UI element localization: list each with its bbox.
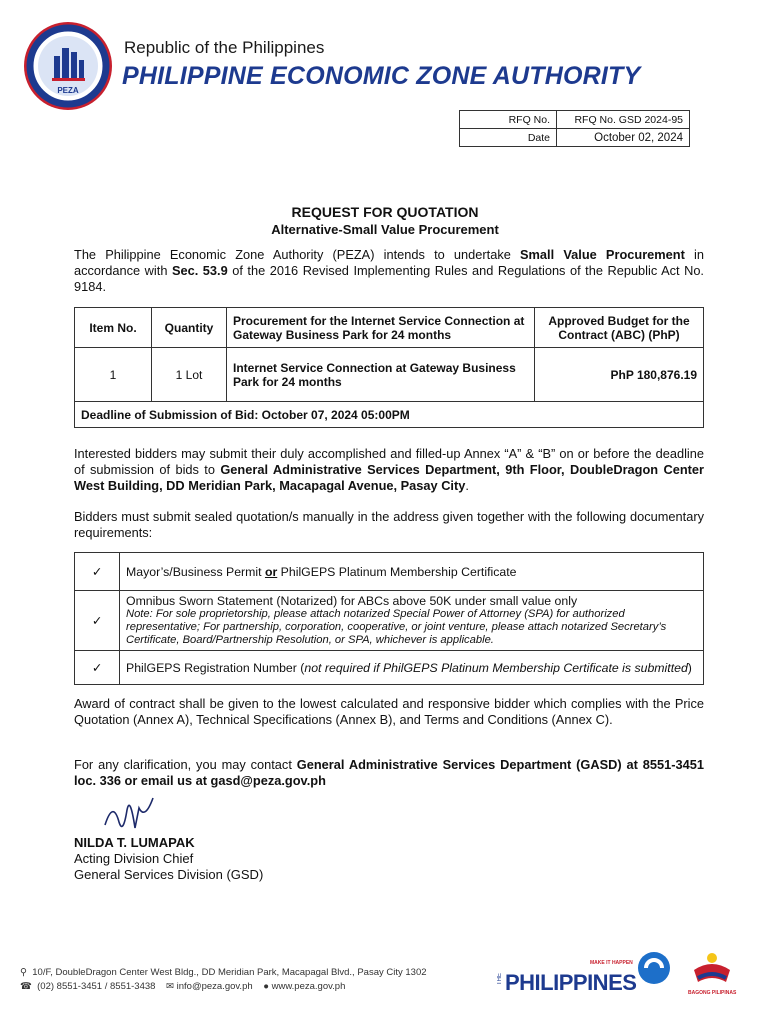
check-icon: ✓ xyxy=(75,553,120,591)
footer-address xyxy=(20,967,427,978)
document-subtitle: Alternative-Small Value Procurement xyxy=(271,222,499,237)
rfq-date-value: October 02, 2024 xyxy=(557,129,690,147)
req1-text: Mayor’s/Business Permit xyxy=(126,564,265,579)
intro-text-1: The Philippine Economic Zone Authority (PEZA) intends to undertake xyxy=(74,247,521,262)
republic-heading: Republic of the Philippines xyxy=(124,38,325,57)
intro-paragraph xyxy=(74,247,704,295)
phone-text: (02) 8551-3451 / 8551-3438 xyxy=(37,981,156,992)
globe-icon: ● xyxy=(263,981,269,992)
header-quantity: Quantity xyxy=(152,308,227,348)
req1-text-2: PhilGEPS Platinum Membership Certificate xyxy=(277,564,517,579)
req1-or: or xyxy=(264,564,278,579)
requirement-3 xyxy=(120,651,704,685)
ph-prefix: THE xyxy=(497,973,503,985)
location-pin-icon: ⚲ xyxy=(20,967,27,978)
requirements-table xyxy=(74,552,704,685)
brand-tagline: MAKE IT HAPPEN xyxy=(590,960,633,966)
rfq-info-table xyxy=(459,110,690,147)
signatory-position: Acting Division Chief xyxy=(74,851,194,866)
clarification-contact: General Administrative Services Department (GASD) at 8551-3451 loc. 336 or email us at gasd@peza.gov.ph xyxy=(74,757,704,788)
intro-bold-2: Sec. 53.9 xyxy=(171,263,228,278)
peza-seal-logo xyxy=(22,20,114,112)
requirement-row xyxy=(75,591,704,651)
phone-icon: ☎ xyxy=(20,981,32,992)
rfq-number-value: RFQ No. GSD 2024-95 xyxy=(557,111,690,129)
cell-item-no: 1 xyxy=(75,348,152,402)
bagong-pilipinas-logo xyxy=(636,950,672,991)
requirement-1 xyxy=(120,553,704,591)
document-title: REQUEST FOR QUOTATION xyxy=(291,204,479,220)
bidders-text-2: . xyxy=(465,478,469,493)
philippines-brand-logo: PHILIPPINES xyxy=(505,970,637,995)
cell-description: Internet Service Connection at Gateway Business Park for 24 months xyxy=(227,348,535,402)
table-row xyxy=(75,348,704,402)
header-abc: Approved Budget for the Contract (ABC) (PhP) xyxy=(535,308,704,348)
requirement-row xyxy=(75,553,704,591)
email-icon: ✉ xyxy=(166,981,174,992)
deadline-row: Deadline of Submission of Bid: October 07, 2024 05:00PM xyxy=(75,402,704,428)
email-text: info@peza.gov.ph xyxy=(176,981,253,992)
clarification-text: For any clarification, you may contact xyxy=(74,757,297,772)
req3-text: PhilGEPS Registration Number ( xyxy=(126,660,305,675)
address-text: 10/F, DoubleDragon Center West Bldg., DD Meridian Park, Macapagal Blvd., Pasay City 1302 xyxy=(32,967,427,978)
cell-abc: PhP 180,876.19 xyxy=(535,348,704,402)
signatory-division: General Services Division (GSD) xyxy=(74,867,264,882)
footer-contacts xyxy=(20,981,345,992)
check-icon: ✓ xyxy=(75,651,120,685)
bidders-address: General Administrative Services Department, 9th Floor, DoubleDragon Center West Building, DD Meridian Park, Macapagal Avenue, Pasay City xyxy=(74,462,705,493)
intro-text-2: in accordance with xyxy=(74,247,705,278)
signatory-name: NILDA T. LUMAPAK xyxy=(74,835,195,850)
award-paragraph: Award of contract shall be given to the lowest calculated and responsive bidder which complies with the Price Quotation (Annex A), Technical Specifications (Annex B), and Terms and Conditions (Annex C). xyxy=(74,696,704,727)
flag-emblem-logo xyxy=(690,948,734,993)
requirement-2 xyxy=(120,591,704,651)
intro-text-3: of the 2016 Revised Implementing Rules and Regulations of the Republic Act No. 9184. xyxy=(74,263,704,294)
web-text: www.peza.gov.ph xyxy=(271,981,346,992)
header-item-no: Item No. xyxy=(75,308,152,348)
svg-text:PEZA: PEZA xyxy=(57,86,79,95)
intro-bold-1: Small Value Procurement xyxy=(520,247,685,262)
check-icon: ✓ xyxy=(75,591,120,651)
rfq-number-label: RFQ No. xyxy=(460,111,557,129)
requirement-row xyxy=(75,651,704,685)
header-procurement: Procurement for the Internet Service Connection at Gateway Business Park for 24 months xyxy=(227,308,535,348)
sealed-paragraph: Bidders must submit sealed quotation/s manually in the address given together with the following documentary requirements: xyxy=(74,509,704,540)
req3-note: not required if PhilGEPS Platinum Membership Certificate is submitted xyxy=(304,660,688,675)
bidders-paragraph xyxy=(74,446,704,494)
procurement-table xyxy=(74,307,704,428)
bagong-pilipinas-label: BAGONG PILIPINAS xyxy=(688,990,737,996)
clarification-paragraph xyxy=(74,757,704,789)
agency-name: PHILIPPINE ECONOMIC ZONE AUTHORITY xyxy=(122,62,641,90)
bidders-text-1: Interested bidders may submit their duly accomplished and filled-up Annex “A” & “B” on or before the deadline of submission of bids to xyxy=(74,446,704,477)
rfq-date-label: Date xyxy=(460,129,557,147)
cell-quantity: 1 Lot xyxy=(152,348,227,402)
req2-note: Note: For sole proprietorship, please attach notarized Special Power of Attorney (SPA) for authorized representative; For partnership, corporation, cooperative, or joint venture, please attach notarized Secretary’s Certificate, Board/Partnership Resolution, or SPA, whichever is applicable. xyxy=(126,608,667,646)
req3-text-2: ) xyxy=(687,660,692,675)
req2-text: Omnibus Sworn Statement (Notarized) for ABCs above 50K under small value only xyxy=(126,594,578,608)
